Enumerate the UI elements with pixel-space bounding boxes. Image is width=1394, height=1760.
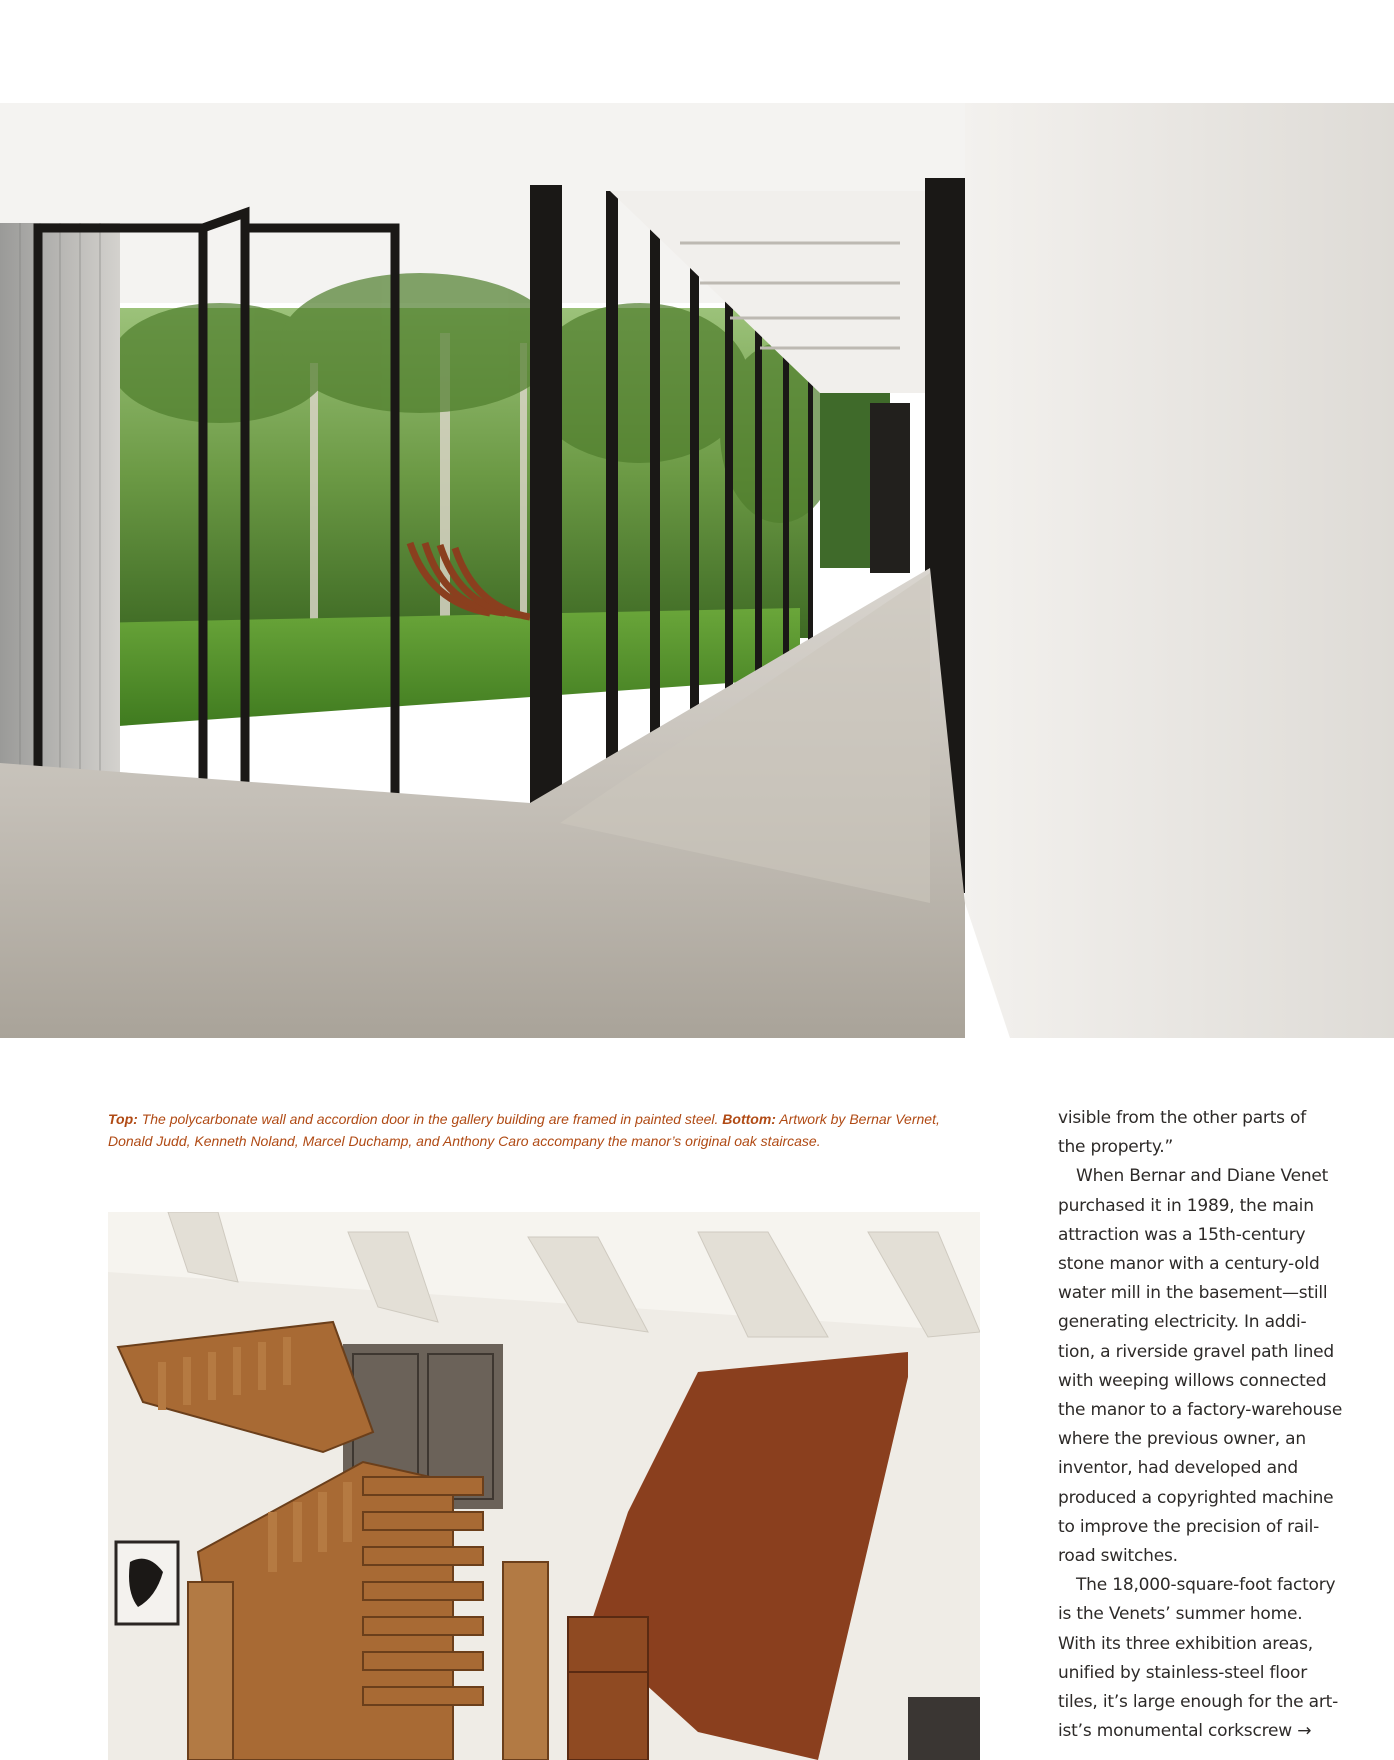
- body-line: The 18,000-square-foot factory: [1076, 1575, 1336, 1596]
- body-line: the property.”: [1058, 1137, 1174, 1158]
- body-line: stone manor with a century-old: [1058, 1254, 1320, 1275]
- body-line: produced a copyrighted machine: [1058, 1487, 1334, 1508]
- body-line: is the Venets’ summer home.: [1058, 1604, 1303, 1625]
- body-line: attraction was a 15th-century: [1058, 1224, 1306, 1245]
- body-line: With its three exhibition areas,: [1058, 1633, 1313, 1654]
- newel-post-right: [503, 1562, 548, 1760]
- staircase-photo: [108, 1212, 980, 1760]
- body-line: tion, a riverside gravel path lined: [1058, 1341, 1335, 1362]
- wooden-box: [568, 1617, 648, 1760]
- body-line: purchased it in 1989, the main: [1058, 1195, 1314, 1216]
- body-line: where the previous owner, an: [1058, 1429, 1306, 1450]
- body-line: visible from the other parts of: [1058, 1108, 1307, 1128]
- body-line: tiles, it’s large enough for the art-: [1058, 1692, 1339, 1713]
- body-line: the manor to a factory-warehouse: [1058, 1400, 1343, 1421]
- newel-post: [188, 1582, 233, 1760]
- gallery-photo: [0, 103, 1394, 1038]
- body-line: ist’s monumental corkscrew →: [1058, 1721, 1312, 1742]
- caption-top-label: Top:: [108, 1111, 138, 1127]
- caption-bottom-label: Bottom:: [722, 1111, 776, 1127]
- body-line: road switches.: [1058, 1546, 1178, 1567]
- photo-caption: [108, 1108, 970, 1152]
- body-line: water mill in the basement—still: [1058, 1283, 1328, 1304]
- body-line: When Bernar and Diane Venet: [1076, 1166, 1329, 1187]
- caption-bottom-text: Artwork by Bernar Vernet, Donald Judd, Kenneth Noland, Marcel Duchamp, and Anthony Caro accompany the manor’s original oak staircase.: [108, 1111, 940, 1149]
- white-wall: [965, 103, 1394, 1038]
- article-column: [1058, 1104, 1348, 1746]
- body-line: with weeping willows connected: [1058, 1370, 1327, 1391]
- body-line: inventor, had developed and: [1058, 1458, 1298, 1479]
- body-line: unified by stainless-steel floor: [1058, 1662, 1308, 1683]
- caption-top-text: The polycarbonate wall and accordion door in the gallery building are framed in painted steel.: [137, 1111, 723, 1127]
- body-line: generating electricity. In addi-: [1058, 1312, 1307, 1333]
- body-line: to improve the precision of rail-: [1058, 1516, 1320, 1537]
